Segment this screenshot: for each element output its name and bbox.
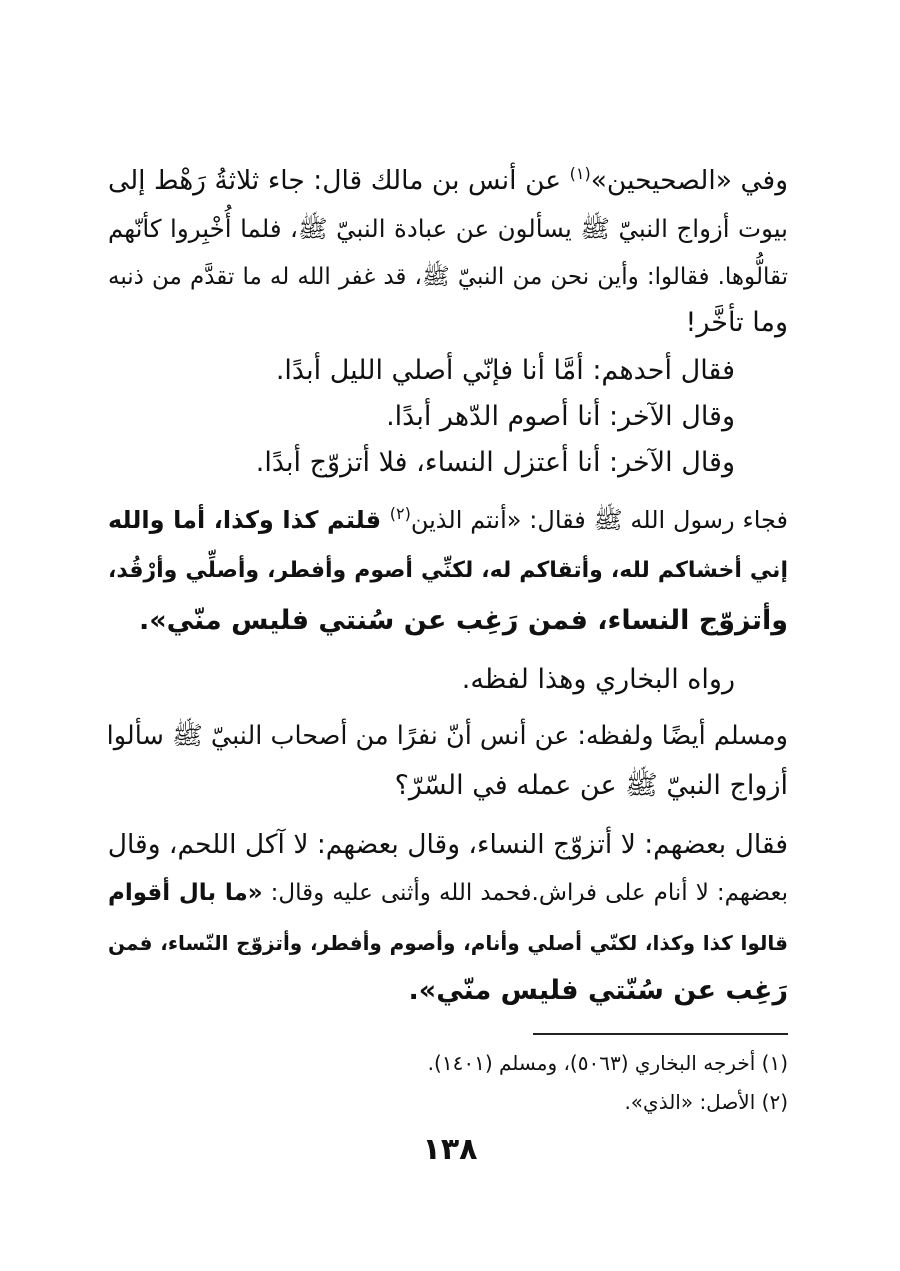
footnote-2: (٢) الأصل: «الذي». [624, 1090, 788, 1114]
hadith-text: «ما بال أقوام [108, 880, 263, 906]
text-segment: فجاء رسول الله ﷺ فقال: «أنتم الذين [410, 506, 789, 534]
paragraph-1-line-4: وما تأخَّر! [685, 307, 788, 338]
paragraph-1-line-3: تقالُّوها. فقالوا: وأين نحن من النبيّ ﷺ، قد غفر الله له ما تقدَّم من ذنبه [108, 264, 788, 290]
quote-line-3: وقال الآخر: أنا أعتزل النساء، فلا أتزوّج أبدًا. [255, 447, 735, 478]
footnote-divider [533, 1033, 788, 1035]
narration-note: رواه البخاري وهذا لفظه. [461, 664, 735, 695]
paragraph-4-line-4: رَغِب عن سُنّتي فليس منّي». [408, 975, 788, 1006]
paragraph-2-line-3: وأتزوّج النساء، فمن رَغِب عن سُنتي فليس منّي». [138, 605, 788, 636]
paragraph-1-line-2: بيوت أزواج النبيّ ﷺ يسألون عن عبادة النبيّ ﷺ، فلما أُخْبِروا كأنّهم [108, 214, 788, 243]
quote-line-1: فقال أحدهم: أمَّا أنا فإنّي أصلي الليل أبدًا. [275, 355, 735, 386]
paragraph-3-line-2: أزواج النبيّ ﷺ عن عمله في السّرّ؟ [394, 770, 788, 801]
text-segment: وفي «الصحيحين» [590, 165, 788, 196]
footnote-ref-2: (٢) [389, 504, 411, 523]
paragraph-4-line-2 [108, 870, 788, 916]
paragraph-4-line-3: قالوا كذا وكذا، لكنّي أصلي وأنام، وأصوم وأفطر، وأتزوّج النّساء، فمن [108, 931, 788, 955]
paragraph-1-line-1 [108, 158, 788, 204]
paragraph-2-line-1 [108, 497, 788, 543]
page-number: ١٣٨ [422, 1132, 478, 1167]
quote-line-2: وقال الآخر: أنا أصوم الدّهر أبدًا. [386, 401, 735, 432]
text-segment: بعضهم: لا أنام على فراش.فحمد الله وأثنى عليه وقال: [262, 880, 788, 906]
paragraph-2-line-2: إني أخشاكم لله، وأتقاكم له، لكنِّي أصوم وأفطر، وأصلِّي وأرْقُد، [108, 558, 788, 583]
paragraph-3-line-1: ومسلم أيضًا ولفظه: عن أنس أنّ نفرًا من أصحاب النبيّ ﷺ سألوا [106, 721, 788, 751]
footnote-ref-1: (١) [569, 164, 591, 184]
text-segment: عن أنس بن مالك قال: جاء ثلاثةُ رَهْط إلى [108, 165, 570, 196]
paragraph-4-line-1: فقال بعضهم: لا أتزوّج النساء، وقال بعضهم: لا آكل اللحم، وقال [107, 829, 788, 860]
hadith-text: قلتم كذا وكذا، أما والله [108, 506, 390, 534]
footnote-1: (١) أخرجه البخاري (٥٠٦٣)، ومسلم (١٤٠١). [427, 1051, 788, 1075]
